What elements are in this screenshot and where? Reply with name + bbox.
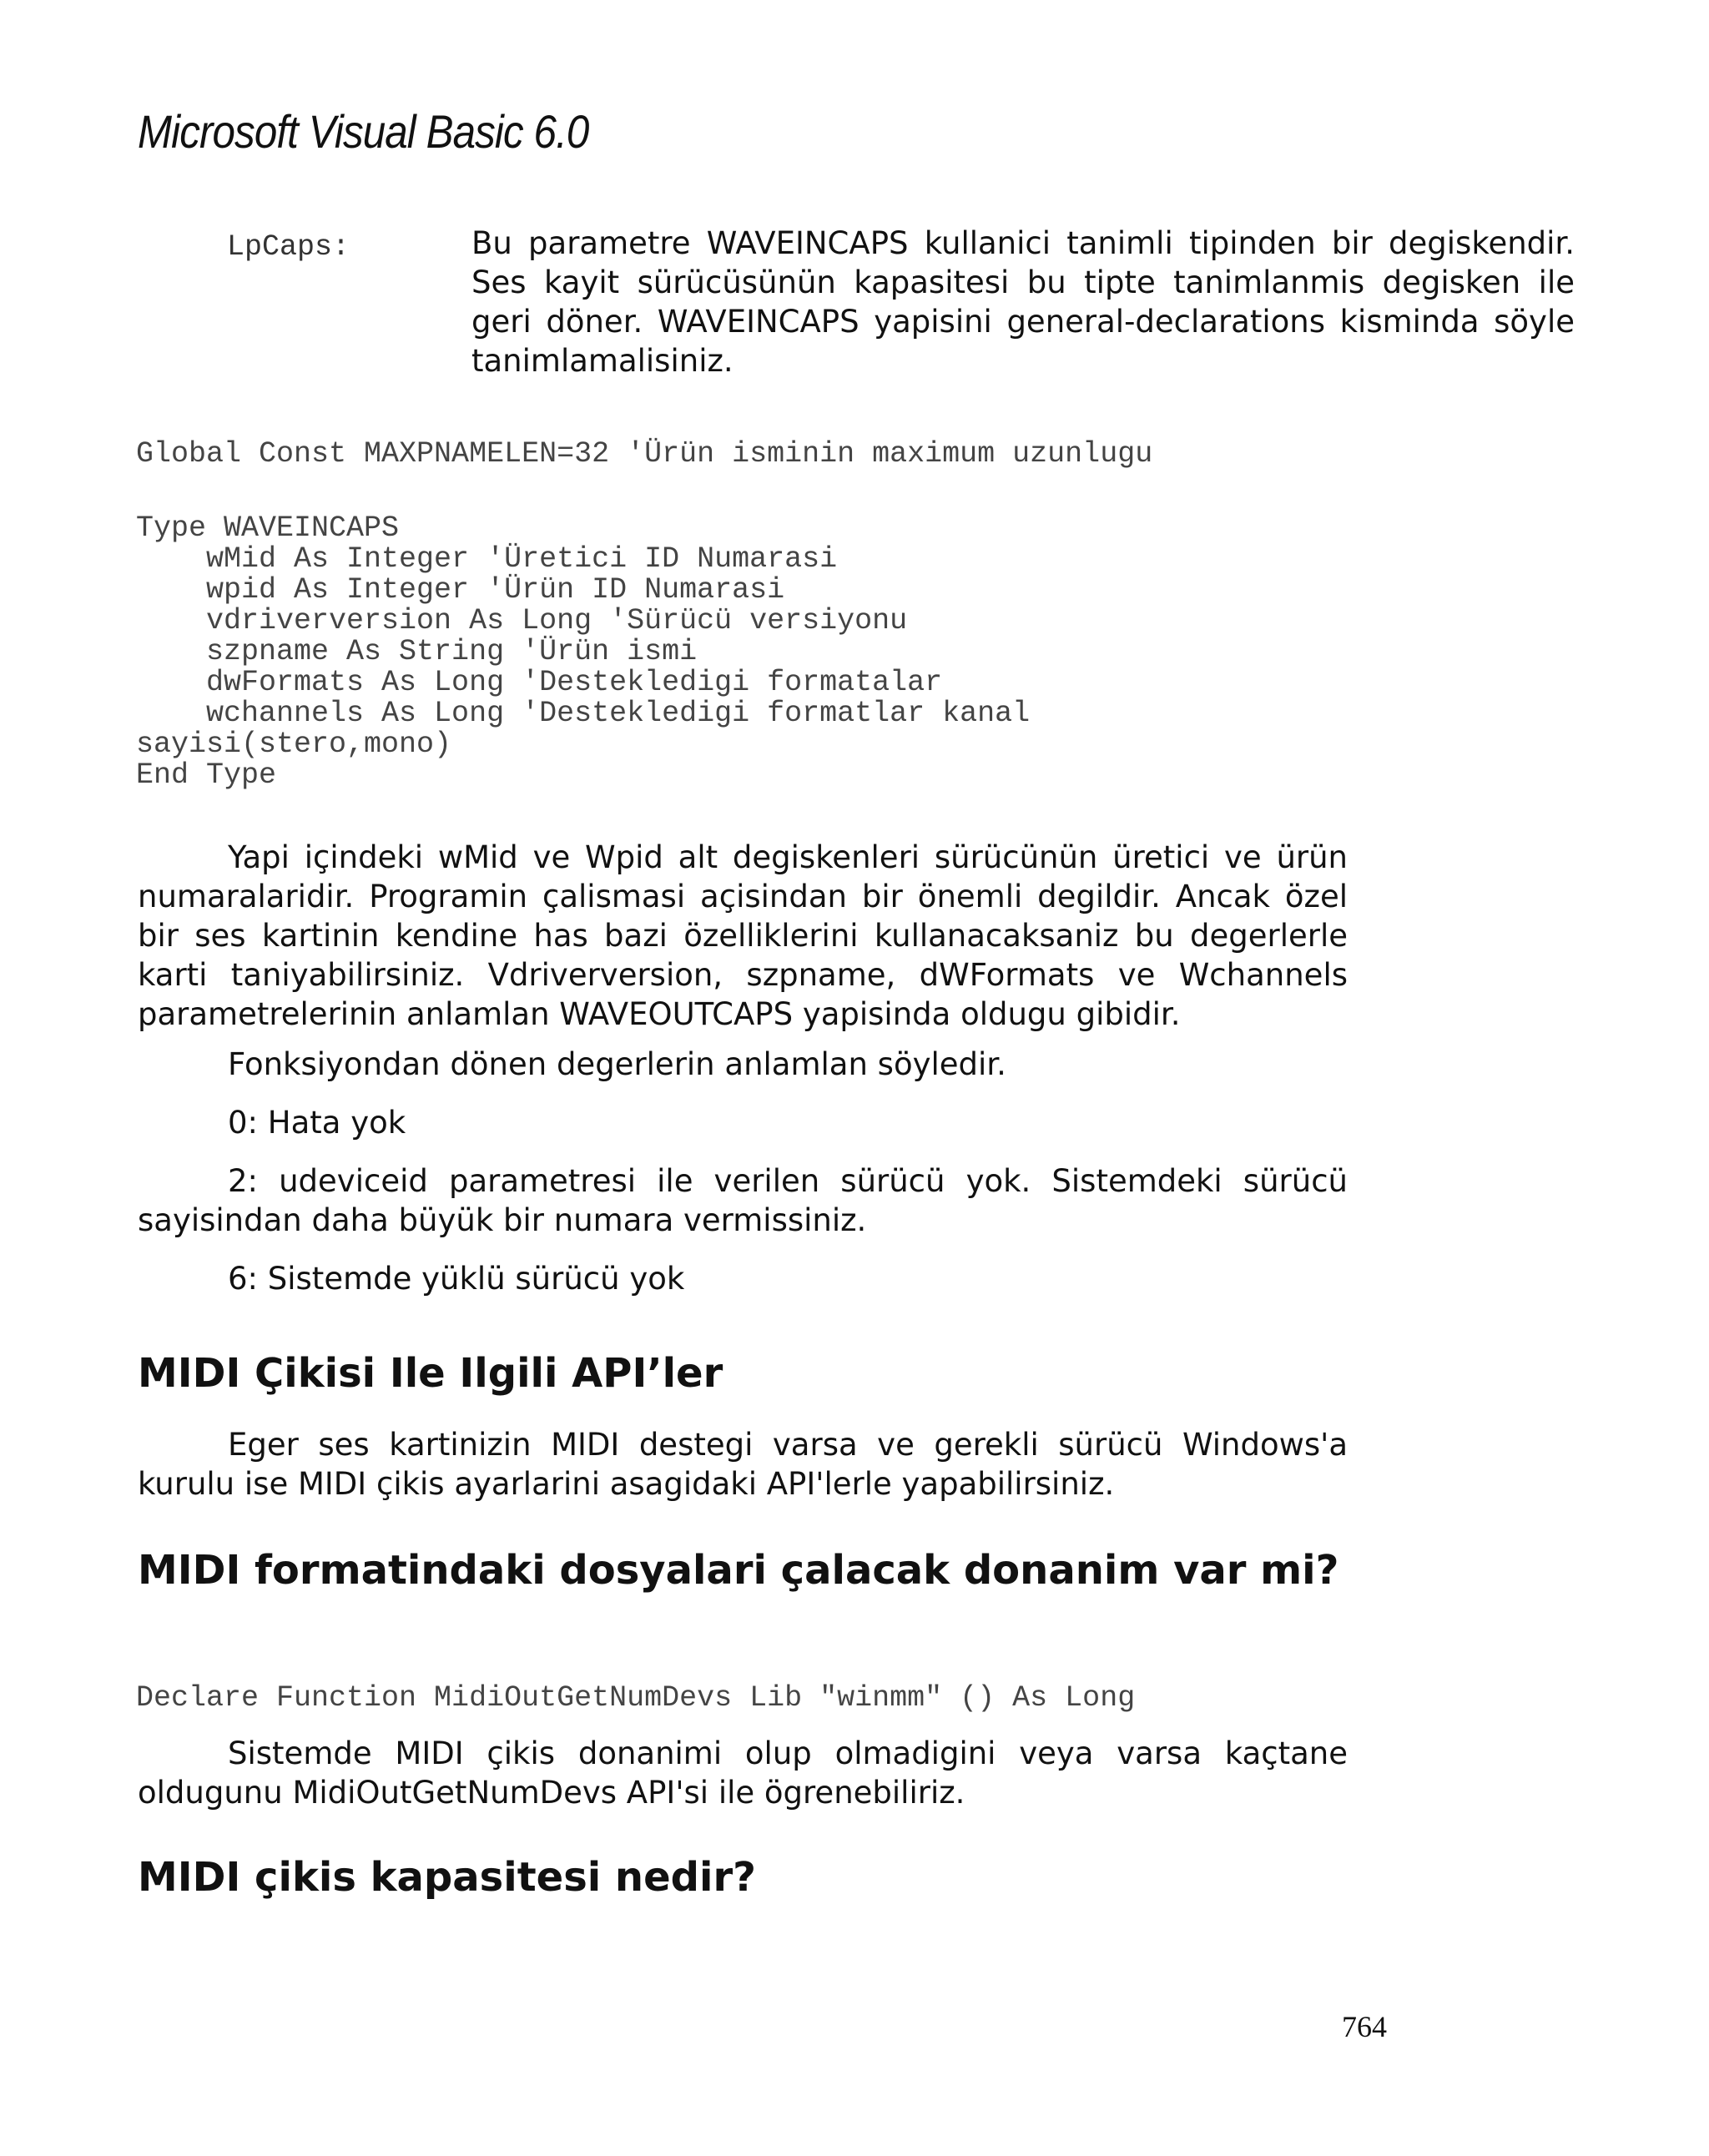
paragraph-return-value-2: 2: udeviceid parametresi ile verilen sürücü yok. Sistemdeki sürücü sayisindan daha büyük bir numara vermissiniz. — [138, 1163, 1348, 1238]
running-header-title: Microsoft Visual Basic 6.0 — [138, 105, 589, 158]
code-line: sayisi(stero,mono) — [136, 728, 452, 761]
paragraph-midi-devices: Sistemde MIDI çikis donanimi olup olmadigini veya varsa kaçtane oldugunu MidiOutGetNumDevs API'si ile ögrenebiliriz. — [138, 1735, 1348, 1811]
parameter-name: LpCaps: — [227, 230, 350, 264]
code-line: vdriverversion As Long 'Sürücü versiyonu — [136, 604, 908, 637]
code-global-const: Global Const MAXPNAMELEN=32 'Ürün isminin maximum uzunlugu — [136, 437, 1153, 471]
paragraph-return-value-6: 6: Sistemde yüklü sürücü yok — [228, 1261, 685, 1297]
paragraph-return-values-intro: Fonksiyondan dönen degerlerin anlamlan söyledir. — [228, 1046, 1006, 1082]
paragraph-structure-fields: Yapi içindeki wMid ve Wpid alt degiskenleri sürücünün üretici ve ürün numaralaridir. Programin çalismasi açisindan bir önemli degildir. Ancak özel bir ses kartinin kendine has bazi özelliklerini kullanacaksaniz bu degerlerle karti taniyabilirsiniz. Vdriverversion, szpname, dWFormats ve Wchannels parametrelerinin anlamlan WAVEOUTCAPS yapisinda oldugu gibidir. — [138, 839, 1348, 1032]
code-line: Type WAVEINCAPS — [136, 511, 400, 545]
code-line: wpid As Integer 'Ürün ID Numarasi — [136, 573, 785, 607]
code-line: wchannels As Long 'Destekledigi formatlar kanal — [136, 697, 1031, 730]
code-line: dwFormats As Long 'Destekledigi formatalar — [136, 666, 943, 699]
section-heading-midi-capacity: MIDI çikis kapasitesi nedir? — [138, 1854, 756, 1901]
code-line: wMid As Integer 'Üretici ID Numarasi — [136, 542, 838, 576]
code-line: szpname As String 'Ürün ismi — [136, 635, 698, 668]
page-number: 764 — [1342, 2010, 1387, 2043]
paragraph-midi-intro: Eger ses kartinizin MIDI destegi varsa ve gerekli sürücü Windows'a kurulu ise MIDI çikis ayarlarini asagidaki API'lerle yapabilirsiniz. — [138, 1427, 1348, 1502]
code-declare-function: Declare Function MidiOutGetNumDevs Lib "winmm" () As Long — [136, 1681, 1136, 1715]
code-line: End Type — [136, 758, 277, 792]
paragraph-return-value-0: 0: Hata yok — [228, 1105, 406, 1141]
parameter-description: Bu parametre WAVEINCAPS kullanici tanimli tipinden bir degiskendir. Ses kayit sürücüsünün kapasitesi bu tipte tanimlanmis degisken ile geri döner. WAVEINCAPS yapisini general-declarations kisminda söyle tanimlamalisiniz. — [471, 225, 1575, 379]
section-heading-midi-output: MIDI Çikisi Ile Ilgili API’ler — [138, 1350, 723, 1397]
code-type-block — [136, 513, 1030, 791]
section-heading-midi-hardware: MIDI formatindaki dosyalari çalacak donanim var mi? — [138, 1547, 1339, 1594]
